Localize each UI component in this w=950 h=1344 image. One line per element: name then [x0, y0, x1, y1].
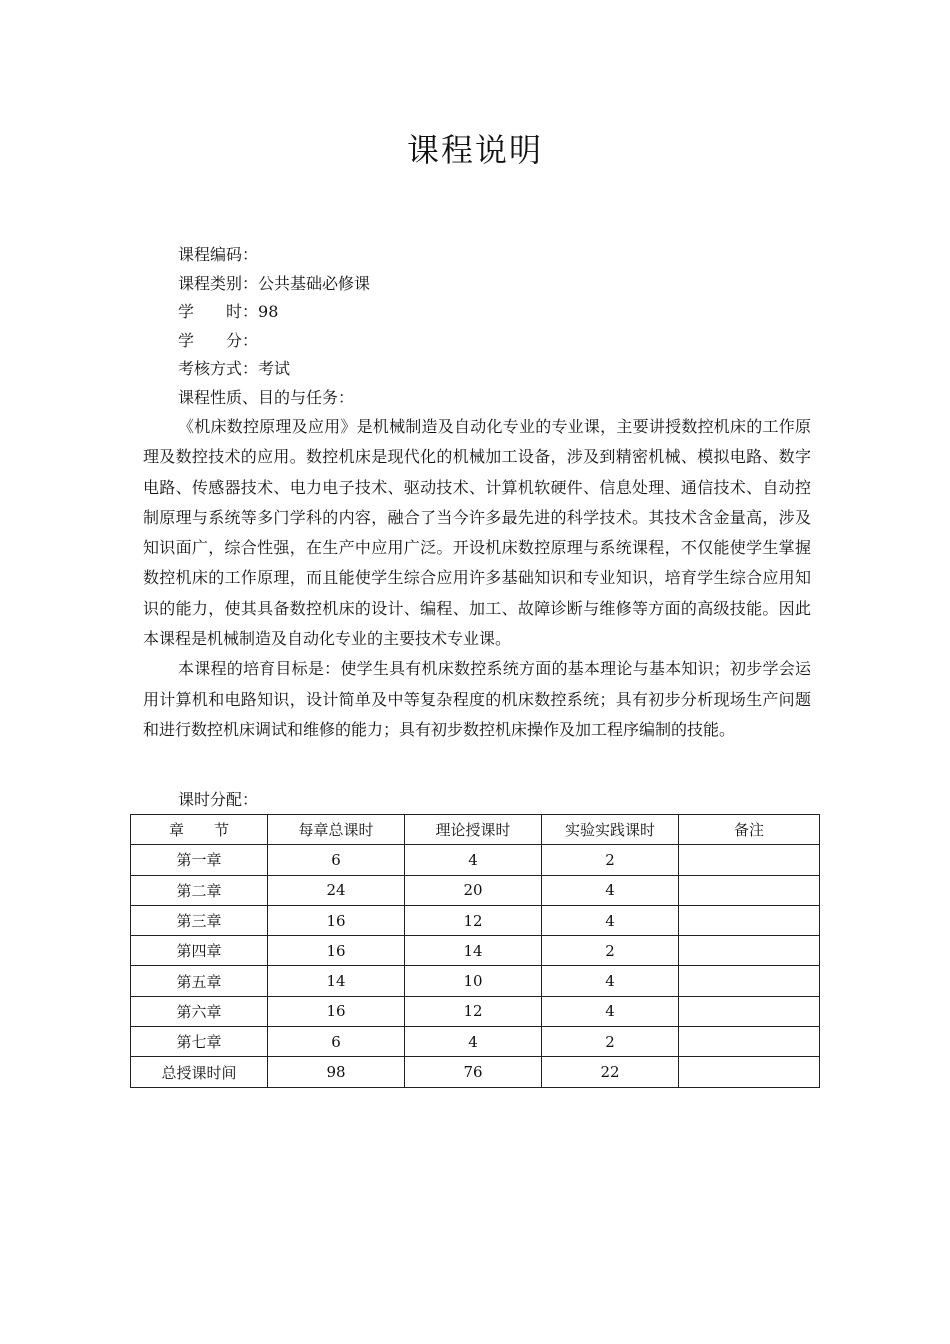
meta-hours [178, 298, 370, 327]
cell-total: 16 [268, 936, 405, 966]
cell-notes [679, 1057, 820, 1087]
meta-course-nature [178, 384, 370, 413]
cell-practice: 2 [542, 936, 679, 966]
paragraph-intro: 《机床数控原理及应用》是机械制造及自动化专业的专业课，主要讲授数控机床的工作原理及数控技术的应用。数控机床是现代化的机械加工设备，涉及到精密机械、模拟电路、数字电路、传感器技术、电力电子技术、驱动技术、计算机软硬件、信息处理、通信技术、自动控制原理与系统等多门学科的内容，融合了当今许多最先进的科学技术。其技术含金量高，涉及知识面广，综合性强，在生产中应用广泛。开设机床数控原理与系统课程，不仅能使学生掌握数控机床的工作原理，而且能使学生综合应用许多基础知识和专业知识，培育学生综合应用知识的能力，使其具备数控机床的设计、编程、加工、故障诊断与维修等方面的高级技能。因此本课程是机械制造及自动化专业的主要技术专业课。 [143, 417, 811, 649]
cell-practice: 4 [542, 905, 679, 935]
meta-credits [178, 327, 370, 356]
cell-chapter: 总授课时间 [131, 1057, 268, 1087]
table-row [131, 875, 820, 905]
cell-chapter: 第三章 [131, 905, 268, 935]
meta-label: 学 时： [178, 302, 259, 322]
cell-theory: 14 [405, 936, 542, 966]
cell-chapter: 第七章 [131, 1027, 268, 1057]
meta-course-code [178, 241, 370, 270]
cell-practice: 22 [542, 1057, 679, 1087]
hours-allocation-table [130, 814, 820, 1088]
table-row [131, 936, 820, 966]
cell-total: 6 [268, 1027, 405, 1057]
cell-notes [679, 996, 820, 1026]
cell-practice: 4 [542, 996, 679, 1026]
cell-practice: 4 [542, 875, 679, 905]
table-total-row [131, 1057, 820, 1087]
paragraph-goals: 本课程的培育目标是：使学生具有机床数控系统方面的基本理论与基本知识；初步学会运用计算机和电路知识，设计简单及中等复杂程度的机床数控系统；具有初步分析现场生产问题和进行数控机床调试和维修的能力；具有初步数控机床操作及加工程序编制的技能。 [143, 659, 811, 739]
table-row [131, 845, 820, 875]
cell-total: 14 [268, 966, 405, 996]
cell-theory: 20 [405, 875, 542, 905]
header-notes: 备注 [679, 815, 820, 845]
page-title: 课程说明 [406, 131, 543, 169]
table-header-row [131, 815, 820, 845]
table-row [131, 996, 820, 1026]
course-description [143, 412, 811, 745]
cell-chapter: 第六章 [131, 996, 268, 1026]
meta-value: 公共基础必修课 [258, 273, 371, 293]
cell-notes [679, 1027, 820, 1057]
course-meta [178, 241, 370, 413]
meta-assessment [178, 355, 370, 384]
table-row [131, 905, 820, 935]
meta-label: 课程编码： [178, 245, 259, 264]
header-chapter: 章 节 [131, 815, 268, 845]
cell-notes [679, 936, 820, 966]
cell-theory: 12 [405, 996, 542, 1026]
cell-chapter: 第四章 [131, 936, 268, 966]
cell-notes [679, 905, 820, 935]
meta-course-type [178, 270, 370, 299]
table-row [131, 1027, 820, 1057]
meta-label: 课程性质、目的与任务： [178, 387, 355, 407]
cell-theory: 76 [405, 1057, 542, 1087]
cell-chapter: 第二章 [131, 875, 268, 905]
meta-label: 考核方式： [178, 359, 259, 379]
cell-practice: 2 [542, 1027, 679, 1057]
cell-notes [679, 966, 820, 996]
cell-notes [679, 875, 820, 905]
cell-total: 6 [268, 845, 405, 875]
cell-theory: 10 [405, 966, 542, 996]
hours-allocation-label: 课时分配： [178, 790, 259, 809]
meta-value: 考试 [258, 359, 291, 379]
cell-total: 16 [268, 996, 405, 1026]
header-total-hours: 每章总课时 [268, 815, 405, 845]
cell-practice: 4 [542, 966, 679, 996]
cell-chapter: 第一章 [131, 845, 268, 875]
cell-notes [679, 845, 820, 875]
cell-theory: 4 [405, 845, 542, 875]
cell-practice: 2 [542, 845, 679, 875]
header-practice-hours: 实验实践课时 [542, 815, 679, 845]
cell-theory: 4 [405, 1027, 542, 1057]
meta-label: 学 分： [178, 330, 259, 350]
meta-value: 98 [258, 302, 279, 322]
cell-total: 98 [268, 1057, 405, 1087]
cell-total: 16 [268, 905, 405, 935]
cell-chapter: 第五章 [131, 966, 268, 996]
header-theory-hours: 理论授课时 [405, 815, 542, 845]
meta-label: 课程类别： [178, 273, 259, 293]
cell-theory: 12 [405, 905, 542, 935]
cell-total: 24 [268, 875, 405, 905]
table-row [131, 966, 820, 996]
